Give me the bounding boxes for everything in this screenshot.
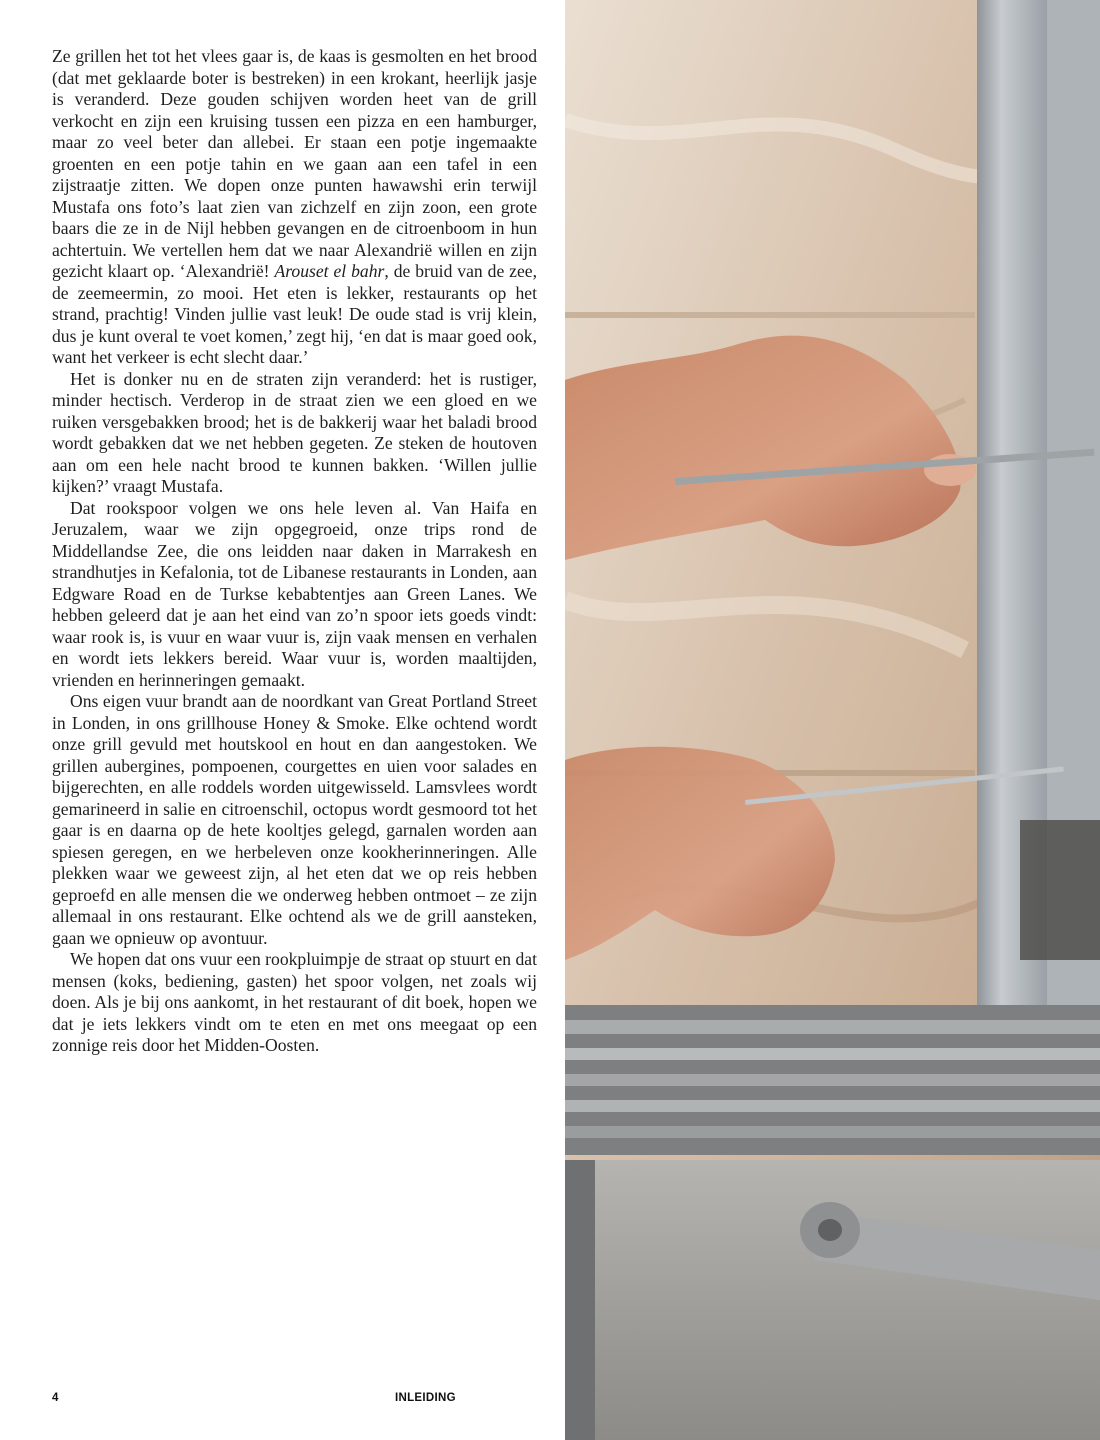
text-run: , de bruid van de zee, de zeemeermin, zo mooi. Het eten is lekker, restaurants op het strand, prachtig! Vinden jullie vast leuk! De oude stad is vrij klein, dus je kunt overal te voet komen,’ zegt hij, ‘en dat is maar goed ook, want het verkeer is echt slecht daar.’ xyxy=(52,261,538,367)
text-run: We hopen dat ons vuur een rookpluimpje de straat op stuurt en dat mensen (koks, bediening, gasten) het spoor volgen, net zoals wij doen. Als je bij ons aankomt, in het restaurant of dit boek, hopen we dat je iets lekkers vindt om te eten en met ons meegaat op een zonnige reis door het Midden-Oosten. xyxy=(52,949,537,1055)
body-paragraph xyxy=(52,369,537,498)
grill-skewers-photo xyxy=(565,0,1100,1440)
page-number: 4 xyxy=(52,1392,59,1404)
italic-phrase: Arouset el bahr xyxy=(274,261,385,281)
body-paragraph xyxy=(52,46,537,369)
text-run: Het is donker nu en de straten zijn veranderd: het is rustiger, minder hectisch. Verderop in de straat zien we een gloed en we ruiken versgebakken brood; het is de bakkerij waar het baladi brood wordt gebakken dat we net hebben gegeten. Ze steken de houtoven aan om een hele nacht brood te kunnen bakken. ‘Willen jullie kijken?’ vraagt Mustafa. xyxy=(52,368,537,496)
body-paragraph xyxy=(52,949,537,1057)
text-run: Dat rookspoor volgen we ons hele leven al. Van Haifa en Jeruzalem, waar we zijn opgegroeid, onze trips rond de Middellandse Zee, die ons leidden naar daken in Marrakesh en strandhutjes in Kefalonia, tot de Libanese restaurants in Londen, aan Edgware Road en de Turkse kebabtentjes aan Green Lanes. We hebben geleerd dat je aan het eind van zo’n spoor iets goeds vindt: waar rook is, is vuur en waar vuur is, zijn vaak mensen en verhalen en wordt iets lekkers bereid. Waar vuur is, worden maaltijden, vrienden en herinneringen gemaakt. xyxy=(52,497,537,690)
body-paragraph xyxy=(52,691,537,949)
body-paragraph xyxy=(52,498,537,692)
body-text-column xyxy=(52,46,537,1057)
text-run: Ons eigen vuur brandt aan de noordkant van Great Portland Street in Londen, in ons grillhouse Honey & Smoke. Elke ochtend wordt onze grill gevuld met houtskool en hout en dan aangestoken. We grillen aubergines, pompoenen, courgettes en uien voor salades en bijgerechten, en alle roddels worden uitgewisseld. Lamsvlees wordt gemarineerd in salie en citroenschil, octopus wordt gesmoord tot het gaar is en daarna op de hete kooltjes gelegd, garnalen worden aan spiesen geregen, en we herbeleven onze kookherinneringen. Alle plekken waar we geweest zijn, al het eten dat we op reis hebben geproefd en alle mensen die we onderweg hebben ontmoet – ze zijn allemaal in ons restaurant. Elke ochtend als we de grill aansteken, gaan we opnieuw op avontuur. xyxy=(52,691,537,948)
section-label: INLEIDING xyxy=(395,1392,456,1404)
text-run: Ze grillen het tot het vlees gaar is, de kaas is gesmolten en het brood (dat met geklaarde boter is bestreken) in een krokant, heerlijk jasje is veranderd. Deze gouden schijven worden heet van de grill verkocht en zijn een kruising tussen een pizza en een hamburger, maar zo veel beter dan allebei. Er staan een potje ingemaakte groenten en een potje tahin en we gaan aan een tafel in een zijstraatje zitten. We dopen onze punten hawawshi erin terwijl Mustafa ons foto’s laat zien van zichzelf en zijn zoon, een grote baars die ze in de Nijl hebben gevangen en de citroenboom in hun achtertuin. We vertellen hem dat we naar Alexandrië willen en zijn gezicht klaart op. ‘Alexandrië! xyxy=(52,46,537,281)
